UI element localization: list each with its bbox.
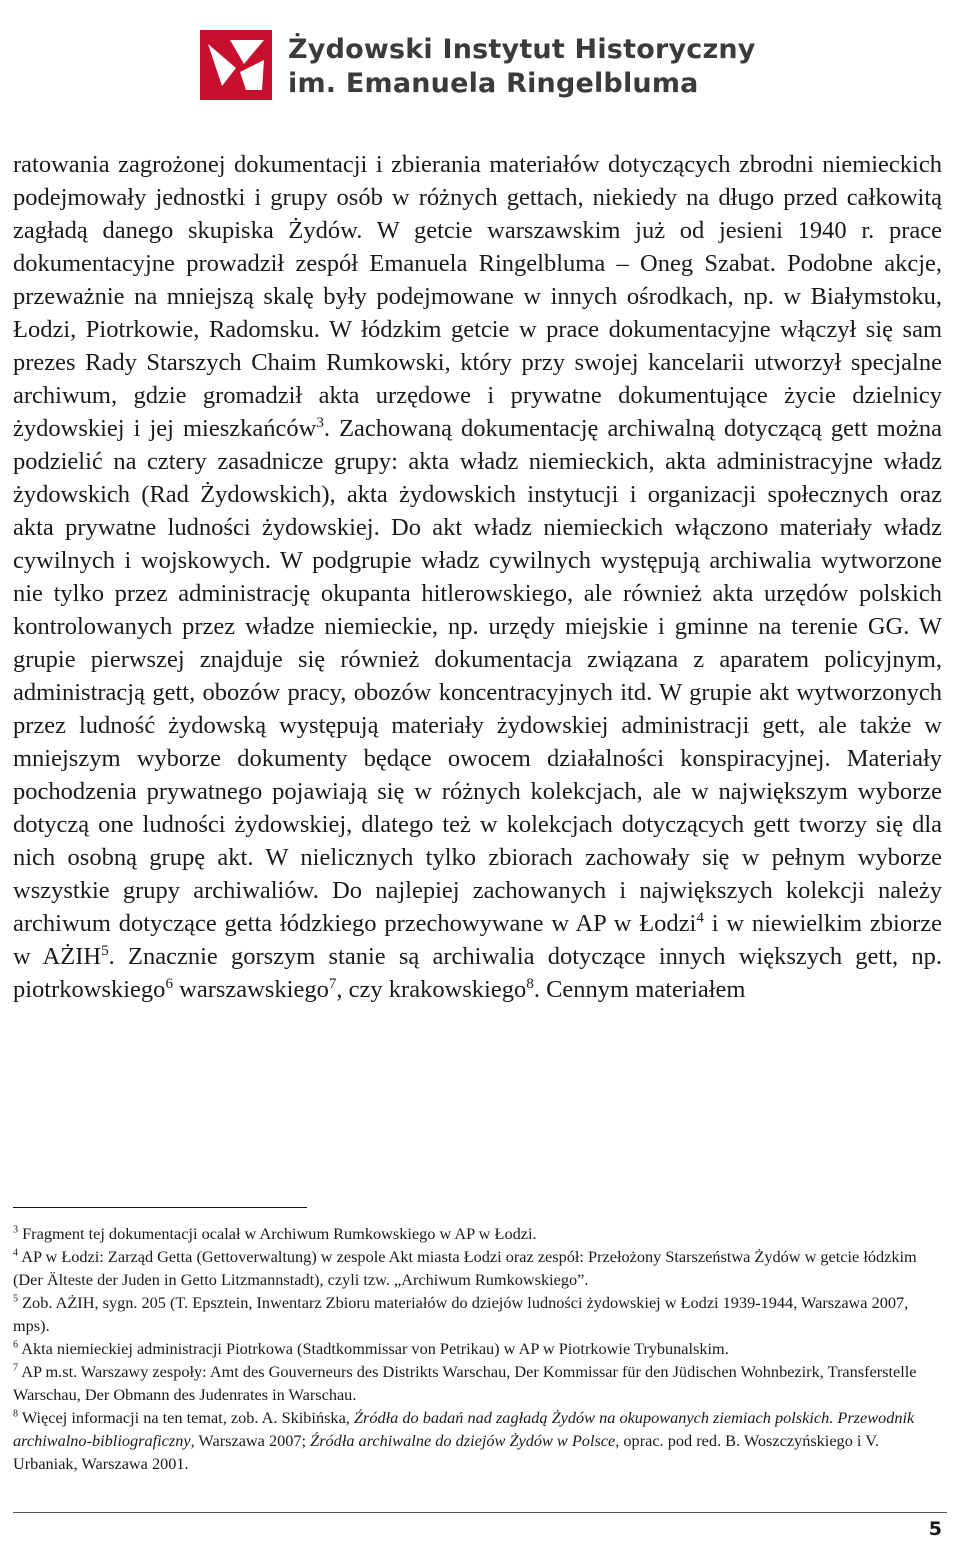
footnote-ref-7[interactable]: 7 — [328, 974, 337, 992]
footnote-7 — [13, 1360, 933, 1406]
body-segment: ratowania zagrożonej dokumentacji i zbierania materiałów dotyczących zbrodni niemieckich podejmowały jednostki i grupy osób w różnych gettach, niekiedy na długo przed całkowitą zagładą danego skupiska Żydów. W getcie warszawskim już od jesieni 1940 r. prace dokumentacyjne prowadził zespół Emanuela Ringelbluma – Oneg Szabat. Podobne akcje, przeważnie na mniejszą skalę były podejmowane w innych ośrodkach, np. w Białymstoku, Łodzi, Piotrkowie, Radomsku. W łódzkim getcie w prace dokumentacyjne włączył się sam prezes Rady Starszych Chaim Rumkowski, który przy swojej kancelarii utworzył specjalne archiwum, gdzie gromadził akta urzędowe i prywatne dokumentujące życie dzielnicy żydowskiej i jej mieszkańców — [13, 151, 942, 442]
body-segment: , czy krakowskiego — [336, 976, 527, 1003]
page-header — [200, 30, 760, 100]
footer-divider — [13, 1512, 947, 1513]
footnote-number: 3 — [13, 1224, 19, 1236]
institute-patron: im. Emanuela Ringelbluma — [288, 68, 699, 99]
body-segment: . Zachowaną dokumentację archiwalną dotyczącą gett można podzielić na cztery zasadnicze grupy: akta władz niemieckich, akta administracyjne władz żydowskich (Rad Żydowskich), akta żydowskich instytucji i organizacji społecznych oraz akta prywatne ludności żydowskiej. Do akt władz niemieckich włączono materiały władz cywilnych i wojskowych. W podgrupie władz cywilnych występują archiwalia wytworzone nie tylko przez administrację okupanta hitlerowskiego, ale również akta urzędów polskich kontrolowanych przez władze niemieckie, np. urzędy miejskie i gminne na terenie GG. W grupie pierwszej znajduje się również dokumentacja związana z aparatem policyjnym, administracją gett, obozów pracy, obozów koncentracyjnych itd. W grupie akt wytworzonych przez ludność żydowską występują materiały żydowskiej administracji gett, ale także w mniejszym wyborze dokumenty będące owocem działalności konspiracyjnej. Materiały pochodzenia prywatnego pojawiają się w różnych kolekcjach, ale w największym wyborze dotyczą one ludności żydowskiej, dlatego też w kolekcjach dotyczących gett tworzy się dla nich osobną grupę akt. W nielicznych tylko zbiorach zachowały się w pełnym wyborze wszystkie grupy archiwaliów. Do najlepiej zachowanych i największych kolekcji należy archiwum dotyczące getta łódzkiego przechowywane w AP w Łodzi — [13, 415, 942, 937]
footnote-text: Fragment tej dokumentacji ocalał w Archiwum Rumkowskiego w AP w Łodzi. — [18, 1224, 537, 1243]
footnote-text: AP m.st. Warszawy zespoły: Amt des Gouverneurs des Distrikts Warschau, Der Kommissar für den Jüdischen Wohnbezirk, Transferstelle Warschau, Der Obmann des Judenrates in Warschau. — [13, 1362, 917, 1404]
footnote-ref-3[interactable]: 3 — [316, 413, 324, 431]
body-segment: warszawskiego — [173, 976, 329, 1003]
footnote-6 — [13, 1337, 933, 1360]
main-paragraph — [13, 148, 942, 1006]
footnote-ref-5[interactable]: 5 — [101, 941, 109, 959]
body-segment: i w niewielkim zbiorze w AŻIH — [13, 910, 942, 970]
footnote-5 — [13, 1291, 933, 1337]
zih-logo-icon — [200, 30, 272, 100]
page-number: 5 — [928, 1518, 942, 1540]
footnote-text: , Warszawa 2007; — [190, 1431, 311, 1450]
footnote-ref-8[interactable]: 8 — [526, 974, 534, 992]
footnote-text: , oprac. pod red. B. Woszczyńskiego i V. Urbaniak, Warszawa 2001. — [13, 1431, 879, 1473]
body-segment: . Cennym materiałem — [533, 976, 746, 1003]
footnote-title: Źródła archiwalne do dziejów Żydów w Polsce — [310, 1431, 616, 1450]
footnotes — [13, 1222, 933, 1475]
footnote-ref-4[interactable]: 4 — [696, 908, 704, 926]
body-segment: . Znacznie gorszym stanie są archiwalia dotyczące innych większych gett, np. piotrkowskiego — [13, 943, 942, 1003]
footnote-text: Zob. AŻIH, sygn. 205 (T. Epsztein, Inwentarz Zbioru materiałów do dziejów ludności żydowskiej w Łodzi 1939-1944, Warszawa 2007, mps). — [13, 1293, 909, 1335]
footnote-text: Akta niemieckiej administracji Piotrkowa (Stadtkommissar von Petrikau) w AP w Piotrkowie Trybunalskim. — [18, 1339, 729, 1358]
footnote-4 — [13, 1245, 933, 1291]
footnote-text: Więcej informacji na ten temat, zob. A. Skibińska, — [18, 1408, 354, 1427]
footnote-8 — [13, 1406, 933, 1475]
footnote-number: 6 — [13, 1339, 19, 1351]
institute-name: Żydowski Instytut Historyczny — [288, 34, 756, 65]
footnote-ref-6[interactable]: 6 — [165, 974, 174, 992]
footnote-number: 5 — [13, 1293, 19, 1305]
footnote-number: 7 — [13, 1362, 19, 1374]
footnote-text: AP w Łodzi: Zarząd Getta (Gettoverwaltung) w zespole Akt miasta Łodzi oraz zespół: Przełożony Starszeństwa Żydów w getcie łódzkim (Der Älteste der Juden in Getto Litzmannstadt), czyli tzw. „Archiwum Rumkowskiego”. — [13, 1247, 917, 1289]
footnote-number: 4 — [13, 1247, 19, 1259]
footnote-number: 8 — [13, 1408, 19, 1420]
footnote-divider — [13, 1207, 307, 1208]
footnote-title: Źródła do badań nad zagładą Żydów na okupowanych ziemiach polskich. Przewodnik archiwalno-bibliograficzny — [13, 1408, 915, 1450]
footnote-3 — [13, 1222, 933, 1245]
